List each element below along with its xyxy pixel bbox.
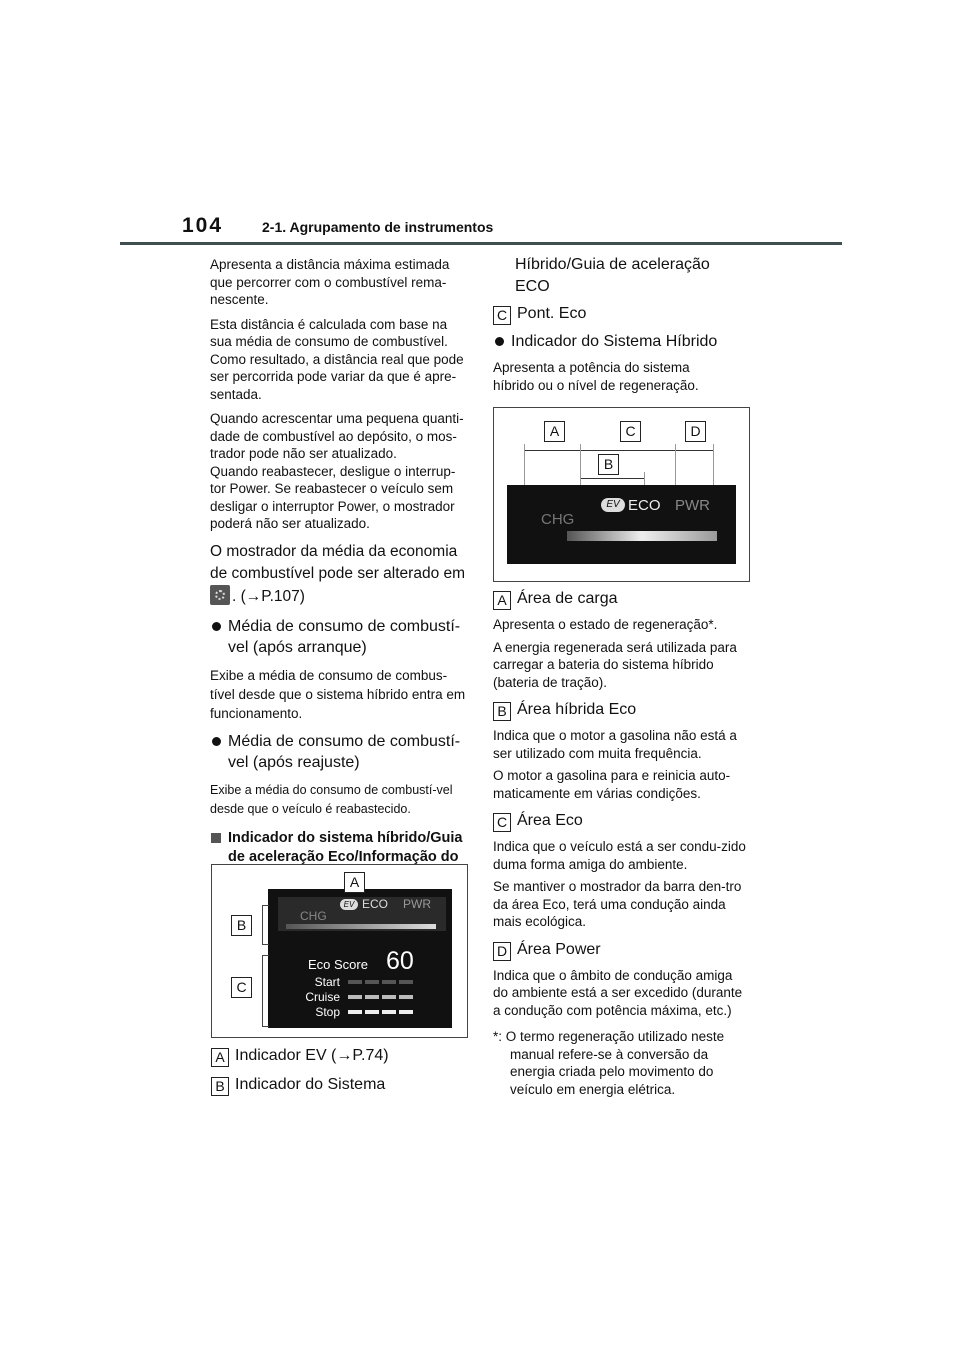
pwr-label: PWR: [403, 897, 431, 911]
power-area-text: Indica que o âmbito de condução amiga do ambiente está a ser excedido (durante a condução com potência máxima, etc.): [493, 967, 743, 1018]
section-heading-hybrid: Indicador do sistema híbrido/Guia de aceleração Eco/Informação do: [210, 829, 468, 886]
cruise-bars: [348, 995, 414, 999]
label-box-a: A: [211, 1048, 229, 1067]
start-bars: [348, 980, 414, 984]
item-a: [211, 1046, 389, 1067]
item-b: [211, 1075, 385, 1096]
item-c-text: Pont. Eco: [517, 305, 587, 322]
paragraph-small-fuel: Quando acrescentar uma pequena quanti-dade de combustível ao depósito, o mos-trador pode não ser atualizado.: [210, 411, 464, 461]
hybrid-eco-text-2: O motor a gasolina para e reinicia auto-maticamente em várias condições.: [493, 768, 731, 801]
eco-label: ECO: [628, 497, 661, 514]
after-reset-text: Exibe a média do consumo de combustí-vel desde que o veículo é reabastecido.: [210, 782, 453, 816]
figure-hybrid-indicator: [493, 407, 750, 582]
label-box-a: A: [493, 591, 511, 610]
item-a-text: Indicador EV (→P.74): [235, 1047, 389, 1064]
callout-c: C: [231, 977, 252, 998]
eco-area-text-1: Indica que o veículo está a ser condu-zido duma forma amiga do ambiente.: [493, 839, 746, 872]
callout-b: B: [598, 454, 619, 475]
guide-2: [580, 444, 581, 486]
eco-area-title: Área Eco: [517, 812, 583, 829]
settings-gear-icon: [210, 585, 230, 605]
ev-icon: EV: [601, 498, 625, 512]
dim-line-b: [580, 478, 644, 479]
hybrid-indicator-screen: [507, 485, 736, 564]
eco-area-text-2: Se mantiver o mostrador da barra den-tro da área Eco, terá uma condução ainda mais ecológica.: [493, 879, 742, 929]
guide-3: [644, 472, 645, 486]
dim-line-a: [524, 450, 580, 451]
dim-line-c: [580, 450, 675, 451]
label-box-b: B: [211, 1077, 229, 1096]
indicator-level: [286, 924, 436, 929]
paragraph-change-display: [210, 541, 468, 608]
bracket-b: [262, 905, 269, 945]
bracket-c: [262, 955, 269, 1027]
score-row-stop: Stop: [315, 1005, 340, 1019]
paragraph-refuel: Quando reabastecer, desligue o interrup-tor Power. Se reabastecer o veículo sem desligar o interruptor Power, o mostrador poderá não ser atualizado.: [210, 463, 456, 531]
hybrid-indicator-text: Apresenta a potência do sistema híbrido ou o nível de regeneração.: [493, 360, 699, 393]
right-column-items: [493, 589, 748, 1098]
label-box-c: C: [493, 813, 511, 832]
chg-label: CHG: [300, 909, 327, 923]
hybrid-eco-area-title: Área híbrida Eco: [517, 701, 637, 718]
header-rule: [120, 242, 842, 245]
figure-eco-display: [211, 864, 468, 1038]
charge-area-text-2: A energia regenerada será utilizada para carregar a bateria do sistema híbrido (bateria de tração).: [493, 639, 737, 690]
bullet-after-reset: Média de consumo de combustí-vel (após reajuste): [210, 731, 468, 773]
callout-a: A: [544, 421, 565, 442]
dim-line-d: [675, 450, 713, 451]
score-row-cruise: Cruise: [305, 990, 340, 1004]
charge-area-title: Área de carga: [517, 590, 618, 607]
item-b-text: Indicador do Sistema: [235, 1076, 386, 1093]
change-display-ref: . (→P.107): [232, 587, 305, 605]
ev-icon: EV: [340, 899, 358, 910]
after-start-text: Exibe a média de consumo de combus-tível desde que o sistema híbrido entra em funcionamento.: [210, 667, 466, 721]
callout-d: D: [685, 421, 706, 442]
eco-score-label: Eco Score: [308, 957, 368, 972]
guide-4: [675, 444, 676, 486]
label-box-b: B: [493, 702, 511, 721]
callout-b: B: [231, 915, 252, 936]
section-title: 2-1. Agrupamento de instrumentos: [262, 219, 494, 235]
score-row-start: Start: [314, 975, 340, 989]
charge-area-text-1: Apresenta o estado de regeneração*.: [493, 617, 718, 632]
callout-c: C: [620, 421, 641, 442]
left-column: [210, 256, 468, 886]
label-box-d: D: [493, 942, 511, 961]
bullet-after-start: Média de consumo de combustí-vel (após arranque): [210, 616, 468, 658]
guide-5: [713, 444, 714, 486]
callout-a: A: [344, 872, 365, 893]
guide-1: [524, 444, 525, 486]
pwr-label: PWR: [675, 497, 710, 514]
paragraph-range: Apresenta a distância máxima estimada que percorrer com o combustível rema-nescente.: [210, 257, 450, 307]
paragraph-calc: Esta distância é calculada com base na sua média de consumo de combustível. Como resultado, a distância real que pode ser percorrida pode variar da que é apre-sentada.: [210, 316, 464, 402]
eco-display-screen: [268, 889, 452, 1028]
hybrid-eco-text-1: Indica que o motor a gasolina não está a ser utilizado com muita frequência.: [493, 728, 737, 761]
page-number: 104: [182, 214, 224, 237]
change-display-text: O mostrador da média da economia de combustível pode ser alterado em: [210, 542, 466, 582]
bullet-hybrid-indicator: Indicador do Sistema Híbrido: [493, 331, 761, 352]
label-box-c: C: [493, 306, 511, 325]
chg-label: CHG: [541, 511, 575, 528]
eco-score-value: 60: [386, 947, 414, 975]
item-c: [493, 304, 586, 325]
footnote: *: O termo regeneração utilizado neste manual refere-se à conversão da energia criada pelo movimento do veículo em energia elétrica.: [493, 1029, 725, 1097]
stop-bars: [348, 1010, 414, 1014]
power-area-title: Área Power: [517, 940, 601, 958]
eco-label: ECO: [362, 897, 389, 911]
item-b-continued: Híbrido/Guia de aceleração ECO: [515, 256, 710, 295]
indicator-bar: [567, 531, 717, 541]
